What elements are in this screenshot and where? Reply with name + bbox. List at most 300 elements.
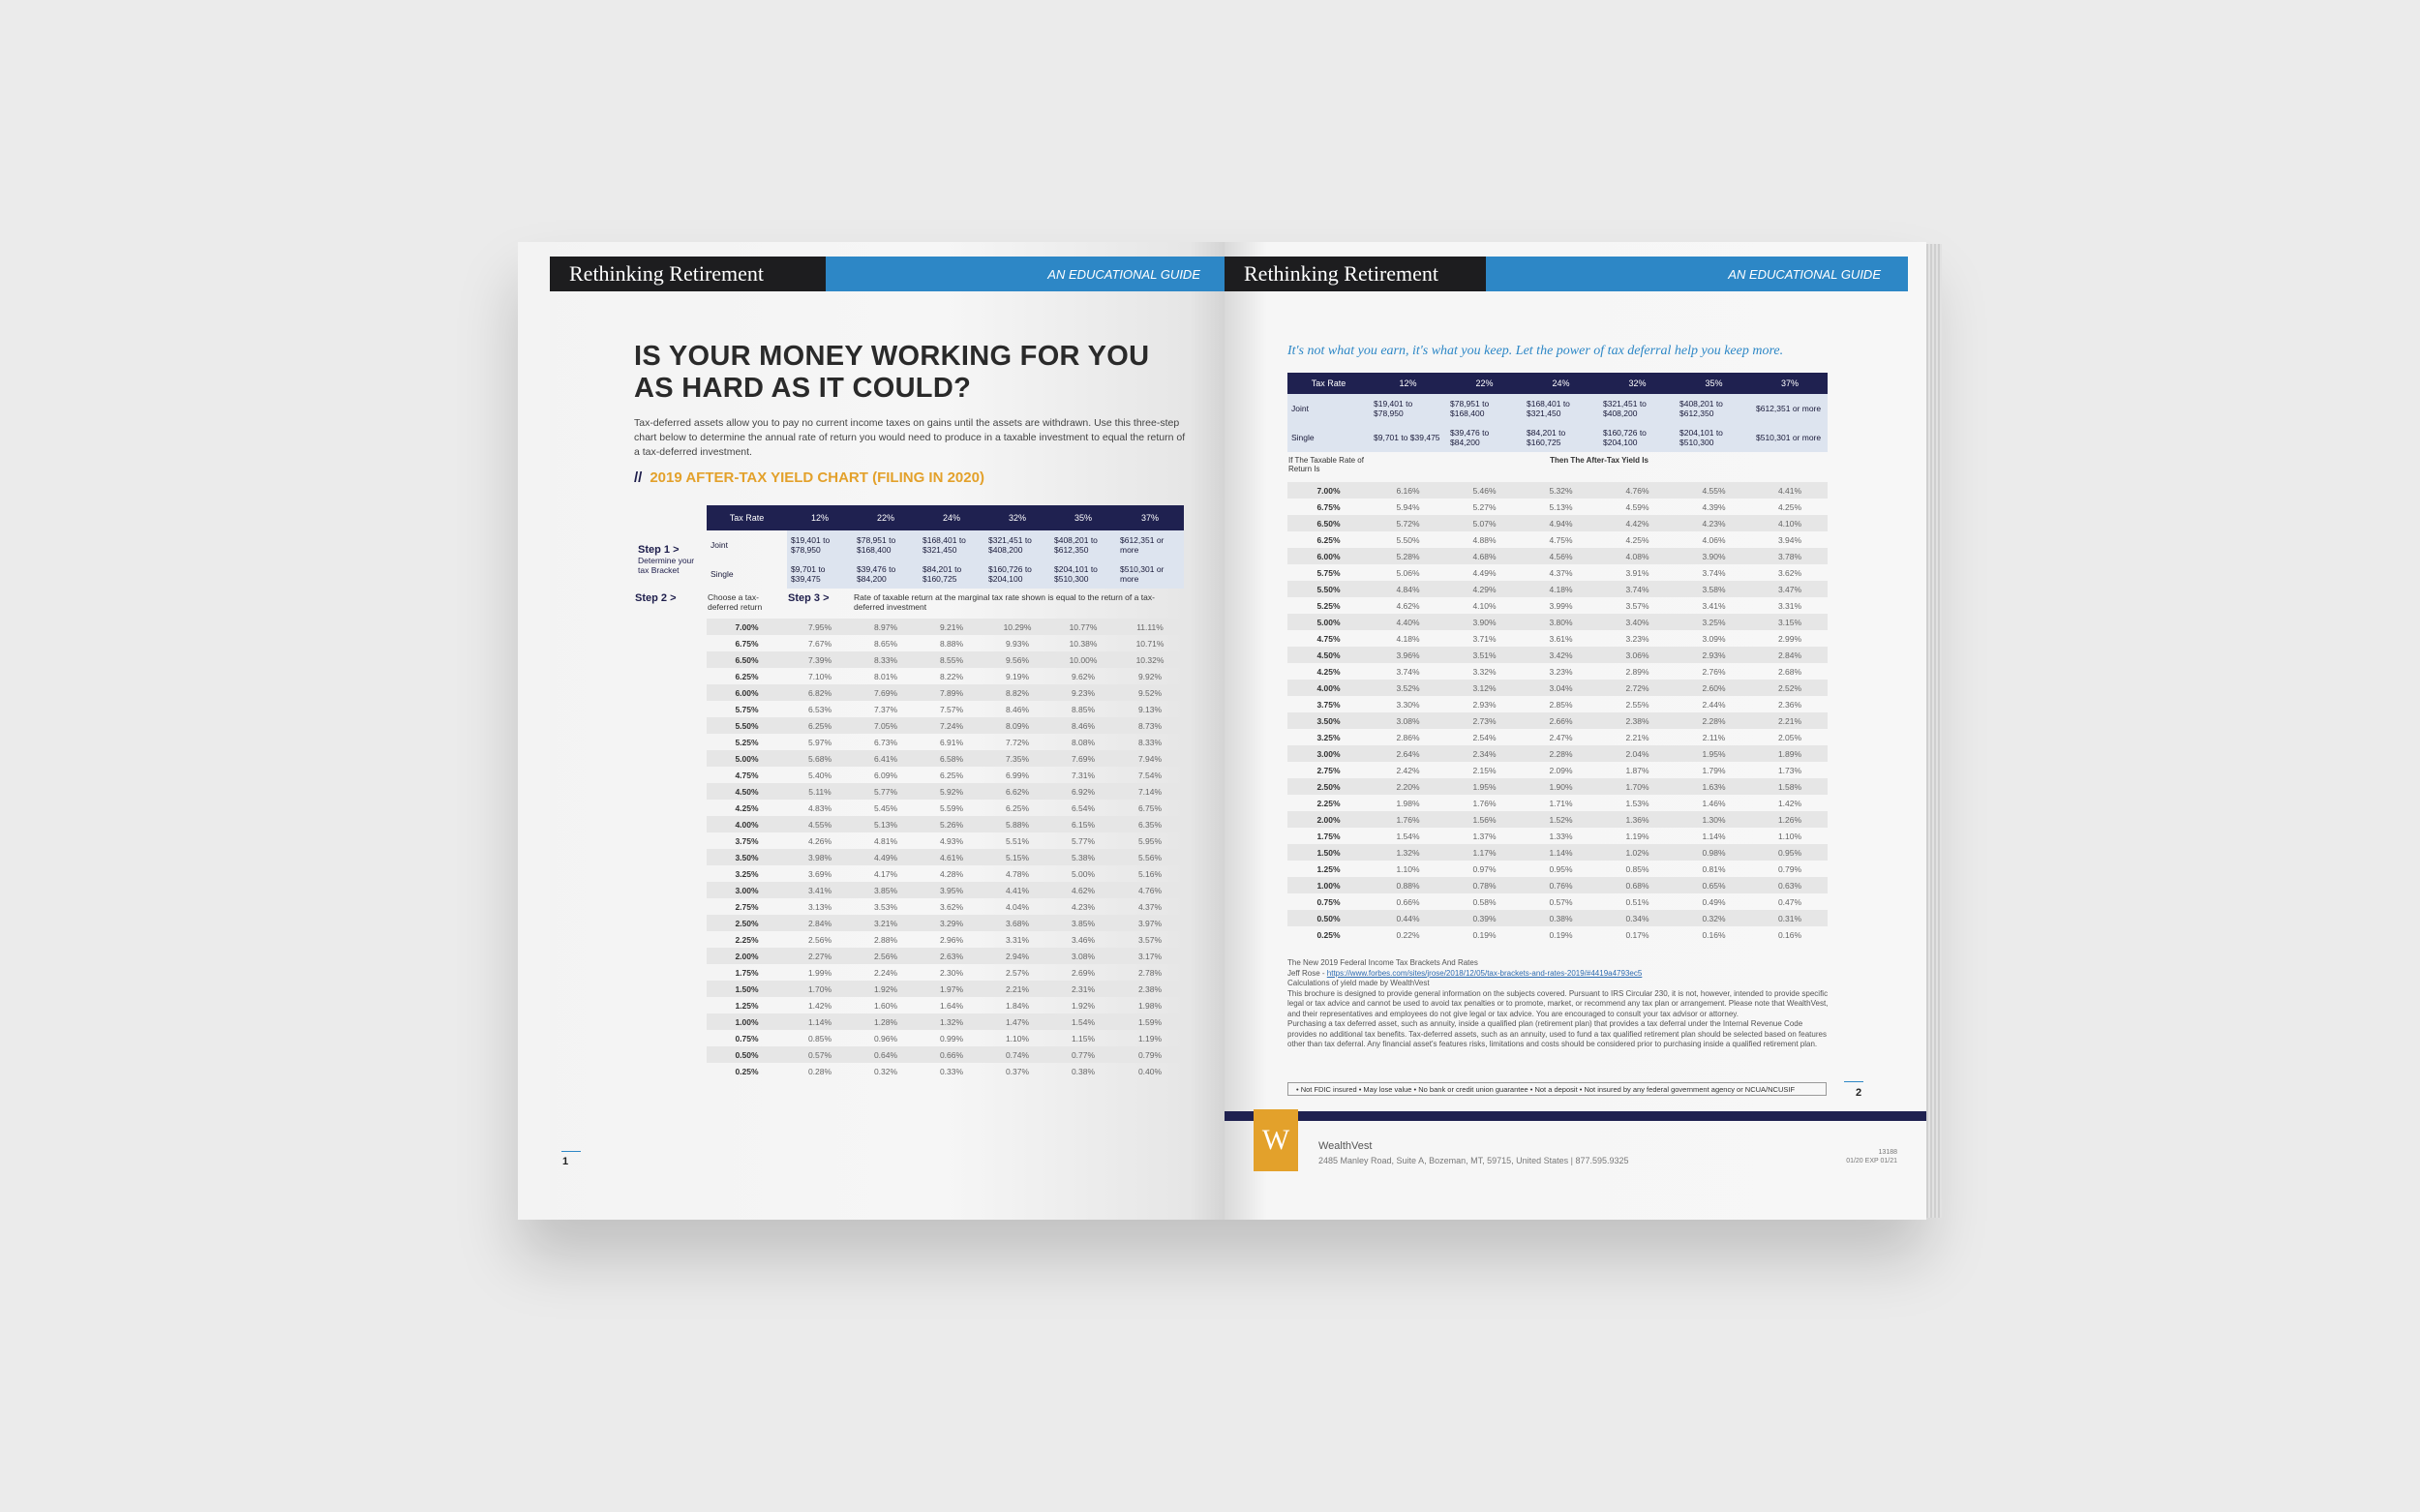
yield-cell: 3.95% [919,882,984,898]
yield-cell: 2.31% [1050,981,1116,997]
row-spacer [634,619,707,635]
yield-cell: 5.56% [1116,849,1184,865]
row-spacer [634,981,707,997]
table-row [634,948,1184,964]
yield-cell: 1.10% [1005,1033,1030,1043]
table-row [1287,778,1828,795]
yield-cell: 4.25% [1625,534,1649,545]
yield-cell: 2.86% [1396,732,1420,742]
yield-cell: 0.51% [1625,896,1649,907]
deferred-return-cell: 1.75% [735,967,759,978]
yield-cell: 6.58% [919,750,984,767]
yield-cell: 3.51% [1446,647,1523,663]
yield-cell: 7.37% [873,704,898,714]
yield-cell: 0.64% [853,1046,919,1063]
tax-rate-label: Tax Rate [1287,373,1370,394]
yield-cell: 1.95% [1446,778,1523,795]
yield-cell: 4.10% [1472,600,1497,611]
yield-cell: 11.11% [1116,619,1184,635]
yield-cell: 7.89% [919,684,984,701]
yield-cell: 1.37% [1472,831,1497,841]
single-label: Single [711,569,734,579]
yield-cell: 3.31% [1005,934,1030,945]
table-row [634,651,1184,668]
yield-cell: 6.16% [1370,482,1446,499]
row-spacer [634,898,707,915]
table-row [634,1046,1184,1063]
row-spacer [634,800,707,816]
deferred-return-cell: 3.00% [707,882,787,898]
yield-cell: 5.13% [1549,501,1573,512]
yield-cell: 0.40% [1137,1066,1163,1076]
left-page [518,242,1225,1220]
yield-cell: 2.84% [787,915,853,931]
yield-cell: 9.52% [1116,684,1184,701]
yield-cell: 2.73% [1446,712,1523,729]
yield-cell: 1.70% [787,981,853,997]
yield-cell: 3.40% [1599,614,1676,630]
yield-cell: 0.19% [1472,929,1497,940]
table-row [1287,482,1828,499]
row-spacer [634,997,707,1013]
deferred-return-cell: 5.50% [707,717,787,734]
yield-cell: 1.84% [1005,1000,1030,1011]
yield-cell: 3.31% [1777,600,1802,611]
yield-cell: 2.66% [1523,712,1599,729]
yield-cell: 8.82% [984,684,1050,701]
yield-cell: 5.97% [807,737,832,747]
yield-cell: 3.96% [1370,647,1446,663]
yield-cell: 1.36% [1599,811,1676,828]
table-row [1287,548,1828,564]
yield-cell: 1.14% [1702,831,1726,841]
yield-cell: 1.73% [1777,765,1802,775]
yield-cell: 3.57% [1137,934,1163,945]
yield-cell: 0.85% [807,1033,832,1043]
yield-cell: 4.39% [1702,501,1726,512]
deferred-return-cell: 3.75% [735,835,759,846]
yield-cell: 1.19% [1137,1033,1163,1043]
yield-cell: 7.35% [984,750,1050,767]
table-row [634,1030,1184,1046]
deferred-return-cell: 5.00% [1287,614,1370,630]
table-row [1287,564,1828,581]
yield-cell: 2.47% [1549,732,1573,742]
yield-cell: 0.32% [873,1066,898,1076]
deferred-return-cell: 5.50% [1287,581,1370,597]
yield-cell: 10.71% [1135,638,1165,649]
yield-cell: 0.77% [1050,1046,1116,1063]
yield-cell: 1.19% [1625,831,1649,841]
yield-cell: 5.32% [1523,482,1599,499]
yield-cell: 2.64% [1370,745,1446,762]
yield-cell: 3.21% [853,915,919,931]
source-link[interactable]: https://www.forbes.com/sites/jrose/2018/12/05/tax-brackets-and-rates-2019/#4419a4793ec5 [1326,968,1643,978]
yield-cell: 2.76% [1702,666,1726,677]
note-paragraph: Purchasing a tax deferred asset, such as annuity, inside a qualified plan (retirement plan) that provides a tax deferral under the Internal Revenue Code provides no additional tax benefits. Tax-deferred assets, such as an annuity, used to fund a tax qualified retirement plan should be selected based on features other than tax deferral. Any financial asset's features risks, limitations and costs should be considered prior to purchasing inside a qualified retirement plan. [1287,1019,1827,1048]
yield-cell: 3.94% [1777,534,1802,545]
table-row [1287,630,1828,647]
row-spacer [634,865,707,882]
yield-cell: 1.56% [1446,811,1523,828]
yield-cell: 1.70% [1599,778,1676,795]
yield-cell: 6.15% [1050,816,1116,832]
table-row [634,783,1184,800]
deferred-return-cell: 4.50% [1287,647,1370,663]
page-number-rule [561,1151,581,1152]
deferred-return-cell: 3.25% [735,868,759,879]
row-spacer [634,783,707,800]
page-header [1225,257,1908,291]
table-row [1287,515,1828,531]
doc-expiry: 01/20 EXP 01/21 [1846,1158,1897,1164]
yield-cell: 1.90% [1523,778,1599,795]
deferred-return-cell: 1.50% [707,981,787,997]
yield-cell: 3.42% [1523,647,1599,663]
single-bracket: $84,201 to $160,725 [1523,423,1599,452]
deferred-return-cell: 5.25% [735,737,759,747]
deferred-return-cell: 6.25% [735,671,759,681]
yield-cell: 4.42% [1599,515,1676,531]
yield-cell: 0.98% [1676,844,1752,861]
yield-cell: 1.95% [1676,745,1752,762]
company-address: 2485 Manley Road, Suite A, Bozeman, MT, 59715, United States | 877.595.9325 [1318,1156,1629,1165]
page-number: 1 [562,1156,569,1167]
row-spacer [634,1046,707,1063]
yield-cell: 4.68% [1446,548,1523,564]
yield-cell: 6.91% [939,737,964,747]
source-notes [1287,958,1830,1050]
yield-cell: 8.73% [1116,717,1184,734]
yield-cell: 3.23% [1549,666,1573,677]
yield-cell: 5.92% [919,783,984,800]
yield-cell: 3.57% [1625,600,1649,611]
yield-cell: 3.58% [1676,581,1752,597]
deferred-return-cell: 6.00% [707,684,787,701]
row-spacer [634,1013,707,1030]
yield-cell: 3.71% [1472,633,1497,644]
deferred-return-cell: 6.50% [707,651,787,668]
yield-cell: 9.19% [1005,671,1030,681]
yield-cell: 0.32% [1676,910,1752,926]
yield-cell: 3.91% [1625,567,1649,578]
joint-bracket-row [1287,394,1828,423]
yield-cell: 3.85% [853,882,919,898]
joint-bracket: $19,401 to $78,950 [1370,394,1446,423]
tax-rate-label: Tax Rate [707,505,787,530]
deferred-return-cell: 2.25% [1316,798,1341,808]
deferred-return-cell: 6.75% [735,638,759,649]
company-name: WealthVest [1318,1140,1373,1152]
yield-cell: 2.93% [1472,699,1497,710]
yield-cell: 1.59% [1116,1013,1184,1030]
yield-cell: 1.28% [853,1013,919,1030]
single-bracket-row [1287,423,1828,452]
deferred-return-cell: 0.50% [707,1046,787,1063]
table-row [634,1013,1184,1030]
page-header [550,257,1225,291]
yield-cell: 4.10% [1752,515,1828,531]
deferred-return-cell: 0.25% [1316,929,1341,940]
yield-cell: 5.94% [1396,501,1420,512]
yield-cell: 5.45% [873,802,898,813]
yield-cell: 2.11% [1702,732,1726,742]
table-row [1287,614,1828,630]
joint-bracket: $78,951 to $168,400 [853,530,919,559]
row-spacer [634,651,707,668]
table-row [1287,597,1828,614]
yield-cell: 1.54% [1050,1013,1116,1030]
yield-cell: 1.15% [1071,1033,1096,1043]
yield-cell: 7.24% [919,717,984,734]
yield-cell: 1.46% [1702,798,1726,808]
yield-cell: 3.62% [939,901,964,912]
tax-rate-header-row [634,505,1184,530]
right-data-rows [1287,482,1828,943]
table-row [1287,499,1828,515]
table-row [1287,729,1828,745]
rate-header: 24% [919,505,984,530]
table-row [634,931,1184,948]
yield-cell: 3.98% [787,849,853,865]
deferred-return-cell: 2.00% [1287,811,1370,828]
table-row [1287,745,1828,762]
yield-cell: 4.08% [1599,548,1676,564]
yield-cell: 1.92% [1071,1000,1096,1011]
joint-bracket: $612,351 or more [1116,530,1184,559]
rate-header: 37% [1116,505,1184,530]
table-row [1287,861,1828,877]
table-row [1287,893,1828,910]
single-bracket: $160,726 to $204,100 [1599,423,1676,452]
yield-cell: 0.17% [1625,929,1649,940]
yield-table-right [1287,373,1828,943]
yield-cell: 1.17% [1446,844,1523,861]
deferred-return-cell: 1.25% [735,1000,759,1011]
yield-cell: 2.34% [1446,745,1523,762]
yield-cell: 3.99% [1549,600,1573,611]
yield-cell: 5.46% [1446,482,1523,499]
yield-cell: 5.50% [1396,534,1420,545]
yield-cell: 1.63% [1676,778,1752,795]
table-row [634,734,1184,750]
yield-cell: 3.85% [1050,915,1116,931]
disclaimer-box: • Not FDIC insured • May lose value • No bank or credit union guarantee • Not a deposit • Not insured by any federal government agency or NCUA/NCUSIF [1287,1082,1827,1096]
yield-cell: 6.25% [939,770,964,780]
yield-cell: 4.75% [1549,534,1573,545]
yield-cell: 6.82% [787,684,853,701]
yield-cell: 4.94% [1523,515,1599,531]
yield-cell: 1.60% [873,1000,898,1011]
yield-cell: 1.89% [1752,745,1828,762]
deferred-return-cell: 5.25% [1316,600,1341,611]
yield-cell: 0.49% [1702,896,1726,907]
yield-cell: 6.25% [787,717,853,734]
row-spacer [634,767,707,783]
yield-cell: 0.22% [1396,929,1420,940]
yield-cell: 2.93% [1676,647,1752,663]
yield-cell: 3.90% [1446,614,1523,630]
yield-cell: 4.76% [1599,482,1676,499]
yield-cell: 3.74% [1599,581,1676,597]
row-spacer [634,684,707,701]
header-guide: AN EDUCATIONAL GUIDE [1486,257,1908,291]
note-author: Jeff Rose - [1287,968,1325,978]
yield-cell: 4.18% [1396,633,1420,644]
yield-cell: 2.69% [1071,967,1096,978]
yield-cell: 8.85% [1071,704,1096,714]
yield-cell: 5.26% [919,816,984,832]
yield-cell: 1.32% [919,1013,984,1030]
yield-cell: 1.32% [1370,844,1446,861]
deferred-return-cell: 2.25% [735,934,759,945]
deferred-return-cell: 1.75% [1316,831,1341,841]
yield-cell: 9.23% [1050,684,1116,701]
yield-cell: 0.37% [1005,1066,1030,1076]
yield-cell: 5.16% [1137,868,1163,879]
deferred-return-cell: 3.50% [707,849,787,865]
yield-cell: 3.04% [1523,680,1599,696]
yield-cell: 0.31% [1752,910,1828,926]
deferred-return-cell: 4.50% [707,783,787,800]
yield-cell: 6.92% [1050,783,1116,800]
yield-cell: 6.53% [807,704,832,714]
deferred-return-cell: 6.50% [1287,515,1370,531]
table-row [1287,877,1828,893]
yield-cell: 3.17% [1116,948,1184,964]
single-bracket: $160,726 to $204,100 [984,559,1050,589]
yield-cell: 2.54% [1472,732,1497,742]
yield-cell: 2.21% [1752,712,1828,729]
yield-cell: 4.37% [1549,567,1573,578]
yield-cell: 8.08% [1071,737,1096,747]
yield-cell: 2.05% [1777,732,1802,742]
yield-cell: 1.53% [1625,798,1649,808]
yield-cell: 6.25% [1005,802,1030,813]
yield-cell: 4.28% [939,868,964,879]
yield-cell: 4.25% [1777,501,1802,512]
yield-cell: 6.09% [873,770,898,780]
yield-cell: 7.57% [939,704,964,714]
yield-cell: 0.78% [1446,877,1523,893]
yield-cell: 4.76% [1116,882,1184,898]
step3-label: Step 3 > [788,592,830,604]
yield-cell: 2.27% [787,948,853,964]
yield-cell: 6.35% [1116,816,1184,832]
yield-cell: 2.28% [1523,745,1599,762]
page-headline [634,341,1149,405]
table-row [1287,663,1828,680]
yield-cell: 4.40% [1370,614,1446,630]
deferred-return-cell: 2.75% [735,901,759,912]
table-row [1287,712,1828,729]
yield-cell: 1.54% [1396,831,1420,841]
yield-cell: 4.62% [1050,882,1116,898]
row-spacer [634,701,707,717]
yield-cell: 7.69% [853,684,919,701]
yield-cell: 2.38% [1599,712,1676,729]
row-spacer [634,816,707,832]
joint-label: Joint [1287,394,1370,423]
yield-cell: 3.74% [1396,666,1420,677]
deferred-return-cell: 4.25% [735,802,759,813]
yield-cell: 0.99% [939,1033,964,1043]
yield-cell: 3.47% [1752,581,1828,597]
yield-cell: 5.00% [1071,868,1096,879]
yield-cell: 0.81% [1702,863,1726,874]
yield-cell: 0.16% [1702,929,1726,940]
deferred-return-cell: 3.50% [1287,712,1370,729]
yield-cell: 2.88% [873,934,898,945]
joint-bracket: $321,451 to $408,200 [1599,394,1676,423]
joint-bracket: $408,201 to $612,350 [1050,530,1116,559]
table-row [1287,795,1828,811]
rate-header: 35% [1050,505,1116,530]
yield-cell: 9.21% [919,619,984,635]
note-calc: Calculations of yield made by WealthVest [1287,979,1430,987]
yield-cell: 1.52% [1523,811,1599,828]
single-bracket: $9,701 to $39,475 [787,559,853,589]
yield-cell: 0.66% [1396,896,1420,907]
deferred-return-cell: 3.00% [1287,745,1370,762]
single-bracket: $510,301 or more [1752,423,1828,452]
yield-cell: 10.32% [1116,651,1184,668]
yield-cell: 1.98% [1396,798,1420,808]
steps-row [634,589,1184,619]
yield-cell: 3.68% [984,915,1050,931]
yield-cell: 2.99% [1777,633,1802,644]
yield-cell: 4.78% [1005,868,1030,879]
yield-cell: 2.96% [939,934,964,945]
table-row [1287,828,1828,844]
yield-cell: 2.68% [1777,666,1802,677]
yield-cell: 2.42% [1396,765,1420,775]
yield-cell: 2.94% [984,948,1050,964]
yield-cell: 0.79% [1777,863,1802,874]
yield-cell: 4.88% [1472,534,1497,545]
yield-cell: 5.77% [1071,835,1096,846]
title-slashes: // [634,469,643,486]
yield-cell: 2.21% [1625,732,1649,742]
single-bracket: $204,101 to $510,300 [1050,559,1116,589]
yield-cell: 8.88% [939,638,964,649]
yield-cell: 3.53% [873,901,898,912]
yield-cell: 5.77% [853,783,919,800]
yield-cell: 3.29% [919,915,984,931]
chart-title [634,469,984,486]
yield-cell: 1.76% [1370,811,1446,828]
yield-cell: 10.29% [984,619,1050,635]
yield-cell: 5.28% [1370,548,1446,564]
yield-cell: 10.00% [1050,651,1116,668]
document-codes [1846,1148,1897,1165]
yield-cell: 10.77% [1050,619,1116,635]
yield-cell: 8.09% [984,717,1050,734]
yield-cell: 1.98% [1137,1000,1163,1011]
table-row [1287,844,1828,861]
yield-cell: 0.33% [939,1066,964,1076]
yield-cell: 2.44% [1702,699,1726,710]
yield-cell: 7.14% [1116,783,1184,800]
row-spacer [634,734,707,750]
yield-cell: 4.93% [939,835,964,846]
yield-cell: 1.58% [1752,778,1828,795]
row-spacer [634,1030,707,1046]
yield-cell: 0.97% [1472,863,1497,874]
table-row [634,816,1184,832]
yield-cell: 1.47% [984,1013,1050,1030]
note-title: The New 2019 Federal Income Tax Brackets And Rates [1287,958,1478,967]
